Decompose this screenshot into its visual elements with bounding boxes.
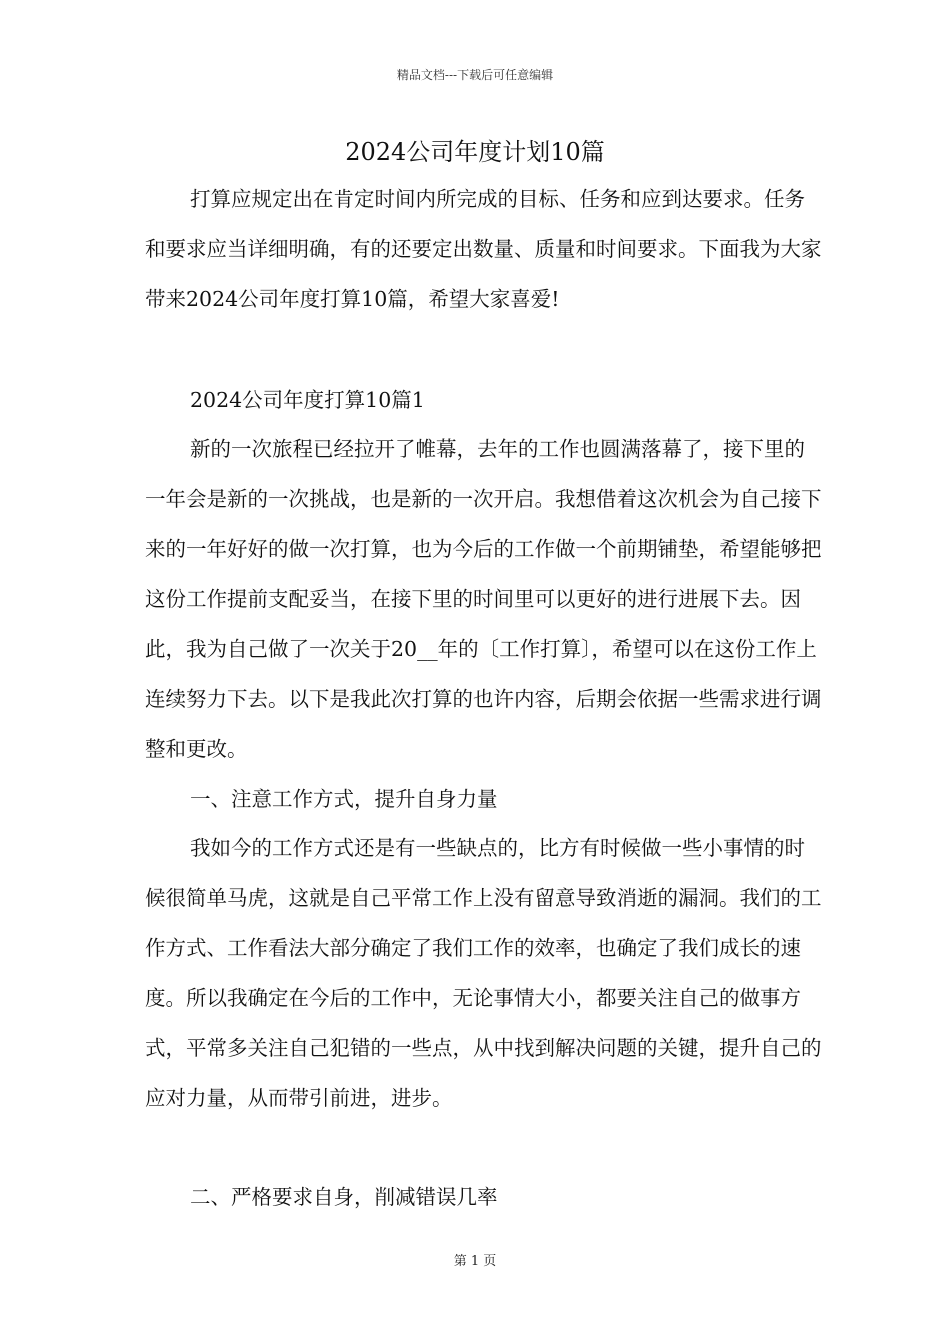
section-title: 2024公司年度打算10篇1 bbox=[190, 388, 425, 412]
body-paragraph-1: 新的一次旅程已经拉开了帷幕，去年的工作也圆满落幕了，接下里的一年会是新的一次挑战，也是新的一次开启。我想借着这次机会为自己接下来的一年好好的做一次打算，也为今后的工作做一个前期铺垫，希望能够把这份工作提前支配妥当，在接下里的时间里可以更好的进行进展下去。因此，我为自己做了一次关于20__年的〔工作打算〕，希望可以在这份工作上连续努力下去。以下是我此次打算的也许内容，后期会依据一些需求进行调整和更改。 bbox=[145, 437, 822, 761]
body-paragraph-2: 我如今的工作方式还是有一些缺点的，比方有时候做一些小事情的时候很简单马虎，这就是自己平常工作上没有留意导致消逝的漏洞。我们的工作方式、工作看法大部分确定了我们工作的效率，也确定了我们成长的速度。所以我确定在今后的工作中，无论事情大小，都要关注自己的做事方式，平常多关注自己犯错的一些点，从中找到解决问题的关键，提升自己的应对力量，从而带引前进，进步。 bbox=[145, 836, 822, 1110]
heading-2: 二、严格要求自身，削减错误几率 bbox=[190, 1185, 498, 1209]
intro-paragraph: 打算应规定出在肯定时间内所完成的目标、任务和应到达要求。任务和要求应当详细明确，有的还要定出数量、质量和时间要求。下面我为大家带来2024公司年度打算10篇，希望大家喜爱! bbox=[145, 187, 822, 311]
page-number: 第 1 页 bbox=[453, 1254, 497, 1269]
heading-1: 一、注意工作方式，提升自身力量 bbox=[190, 787, 498, 811]
page-header: 精品文档---下载后可任意编辑 bbox=[396, 68, 554, 82]
document-title: 2024公司年度计划10篇 bbox=[345, 138, 605, 166]
